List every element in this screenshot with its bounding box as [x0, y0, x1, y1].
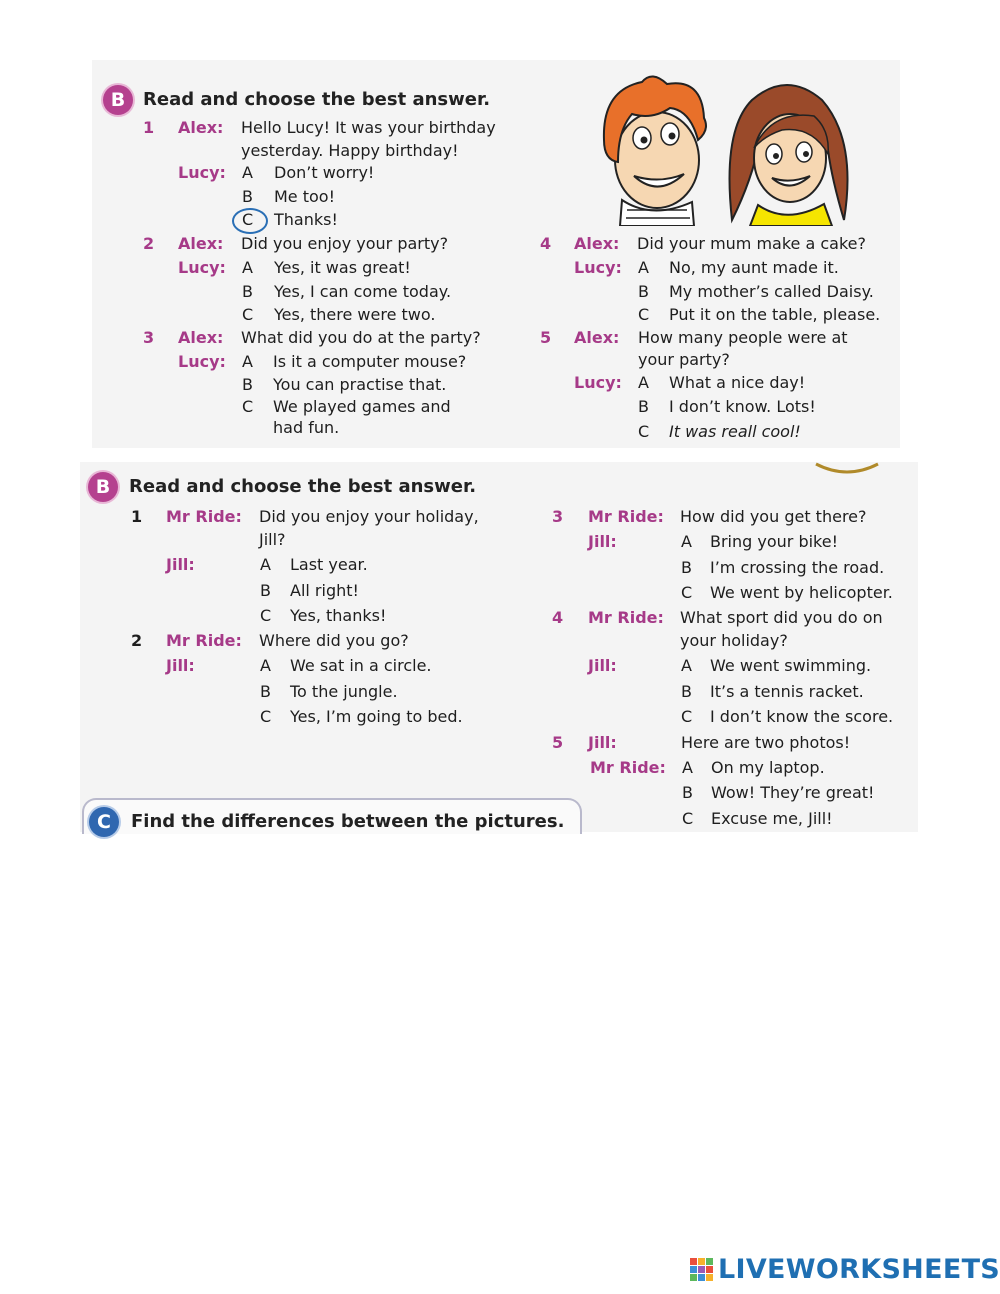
question-number: 1: [143, 118, 155, 137]
option-letter: A: [242, 258, 253, 277]
option-letter: B: [260, 682, 271, 701]
option-letter: C: [242, 397, 254, 416]
speaker-label: Alex:: [574, 234, 620, 253]
question-number: 4: [552, 608, 564, 627]
option-text[interactable]: Yes, thanks!: [290, 606, 387, 625]
option-text[interactable]: Wow! They’re great!: [711, 783, 875, 802]
question-number: 4: [540, 234, 552, 253]
section-badge-b: B: [103, 85, 133, 115]
section-heading: Read and choose the best answer.: [129, 476, 477, 497]
speaker-label: Jill:: [588, 733, 617, 752]
option-letter: C: [681, 707, 693, 726]
option-text[interactable]: We sat in a circle.: [290, 656, 432, 675]
option-letter: B: [242, 375, 253, 394]
dialogue-line: Here are two photos!: [681, 733, 851, 752]
question-number: 2: [143, 234, 155, 253]
option-letter: C: [242, 210, 254, 229]
dialogue-line: Did you enjoy your holiday,: [259, 507, 479, 526]
option-text[interactable]: Is it a computer mouse?: [273, 352, 467, 371]
speaker-label: Mr Ride:: [166, 631, 242, 650]
speaker-label: Mr Ride:: [588, 608, 664, 627]
option-letter: B: [638, 397, 649, 416]
option-letter: A: [682, 758, 693, 777]
option-letter: A: [260, 656, 271, 675]
option-text-continued: had fun.: [273, 418, 340, 437]
option-letter: A: [638, 258, 649, 277]
option-text[interactable]: Put it on the table, please.: [669, 305, 881, 324]
option-letter: B: [260, 581, 271, 600]
option-letter: B: [682, 783, 693, 802]
option-letter: A: [638, 373, 649, 392]
option-letter: A: [681, 656, 692, 675]
dialogue-line: Did your mum make a cake?: [637, 234, 867, 253]
speaker-label: Mr Ride:: [590, 758, 666, 777]
option-letter: C: [260, 707, 272, 726]
option-letter: C: [681, 583, 693, 602]
option-text[interactable]: Me too!: [274, 187, 335, 206]
speaker-label: Jill:: [166, 656, 195, 675]
option-letter: C: [260, 606, 272, 625]
option-text[interactable]: On my laptop.: [711, 758, 825, 777]
option-text[interactable]: It’s a tennis racket.: [710, 682, 864, 701]
option-text[interactable]: I don’t know. Lots!: [669, 397, 816, 416]
speaker-label: Jill:: [588, 656, 617, 675]
option-text[interactable]: Don’t worry!: [274, 163, 375, 182]
question-number: 2: [131, 631, 143, 650]
option-letter: C: [242, 305, 254, 324]
children-illustration: [582, 70, 884, 226]
option-text[interactable]: I’m crossing the road.: [710, 558, 885, 577]
option-text[interactable]: Thanks!: [274, 210, 338, 229]
option-text[interactable]: It was reall cool!: [669, 422, 801, 441]
option-letter: C: [682, 809, 694, 828]
option-text[interactable]: My mother’s called Daisy.: [669, 282, 874, 301]
speaker-label: Mr Ride:: [588, 507, 664, 526]
dialogue-line: yesterday. Happy birthday!: [241, 141, 459, 160]
option-text[interactable]: Yes, it was great!: [274, 258, 411, 277]
option-text[interactable]: We went swimming.: [710, 656, 872, 675]
section-heading: Find the differences between the pictures.: [131, 811, 565, 832]
speaker-label: Alex:: [178, 118, 224, 137]
dialogue-line: Did you enjoy your party?: [241, 234, 449, 253]
option-text[interactable]: Excuse me, Jill!: [711, 809, 833, 828]
option-text[interactable]: We went by helicopter.: [710, 583, 893, 602]
speaker-label: Lucy:: [574, 258, 622, 277]
section-heading: Read and choose the best answer.: [143, 89, 491, 110]
question-number: 5: [540, 328, 552, 347]
speaker-label: Alex:: [178, 234, 224, 253]
logo-grid-icon: [690, 1258, 714, 1282]
speaker-label: Jill:: [588, 532, 617, 551]
speaker-label: Mr Ride:: [166, 507, 242, 526]
option-text[interactable]: Yes, there were two.: [274, 305, 436, 324]
option-text[interactable]: To the jungle.: [290, 682, 398, 701]
speaker-label: Alex:: [178, 328, 224, 347]
option-letter: A: [681, 532, 692, 551]
option-text[interactable]: I don’t know the score.: [710, 707, 894, 726]
option-text[interactable]: Bring your bike!: [710, 532, 838, 551]
option-text[interactable]: All right!: [290, 581, 359, 600]
speaker-label: Alex:: [574, 328, 620, 347]
option-letter: A: [242, 352, 253, 371]
question-number: 3: [552, 507, 564, 526]
option-text[interactable]: Yes, I’m going to bed.: [290, 707, 463, 726]
option-letter: C: [638, 422, 650, 441]
question-number: 1: [131, 507, 143, 526]
option-letter: A: [242, 163, 253, 182]
dialogue-line: Where did you go?: [259, 631, 409, 650]
section-badge-c: C: [89, 807, 119, 837]
speaker-label: Lucy:: [574, 373, 622, 392]
question-number: 5: [552, 733, 564, 752]
decorative-arc: [812, 458, 882, 476]
option-text[interactable]: We played games and: [273, 397, 451, 416]
question-number: 3: [143, 328, 155, 347]
option-letter: B: [242, 282, 253, 301]
option-text[interactable]: Last year.: [290, 555, 368, 574]
dialogue-line: your party?: [638, 350, 730, 369]
section-badge-b: B: [88, 472, 118, 502]
dialogue-line: How did you get there?: [680, 507, 867, 526]
option-text[interactable]: You can practise that.: [273, 375, 447, 394]
brand-name: LIVEWORKSHEETS: [718, 1254, 1000, 1285]
dialogue-line: Hello Lucy! It was your birthday: [241, 118, 496, 137]
liveworksheets-logo: [690, 1254, 1000, 1285]
option-text[interactable]: What a nice day!: [669, 373, 806, 392]
speaker-label: Lucy:: [178, 352, 226, 371]
dialogue-line: What did you do at the party?: [241, 328, 481, 347]
option-text[interactable]: Yes, I can come today.: [274, 282, 452, 301]
option-text[interactable]: No, my aunt made it.: [669, 258, 839, 277]
option-letter: B: [681, 682, 692, 701]
dialogue-line: Jill?: [259, 530, 286, 549]
speaker-label: Lucy:: [178, 163, 226, 182]
speaker-label: Jill:: [166, 555, 195, 574]
option-letter: B: [681, 558, 692, 577]
option-letter: B: [638, 282, 649, 301]
speaker-label: Lucy:: [178, 258, 226, 277]
dialogue-line: How many people were at: [638, 328, 848, 347]
dialogue-line: What sport did you do on: [680, 608, 883, 627]
option-letter: C: [638, 305, 650, 324]
option-letter: B: [242, 187, 253, 206]
dialogue-line: your holiday?: [680, 631, 788, 650]
option-letter: A: [260, 555, 271, 574]
